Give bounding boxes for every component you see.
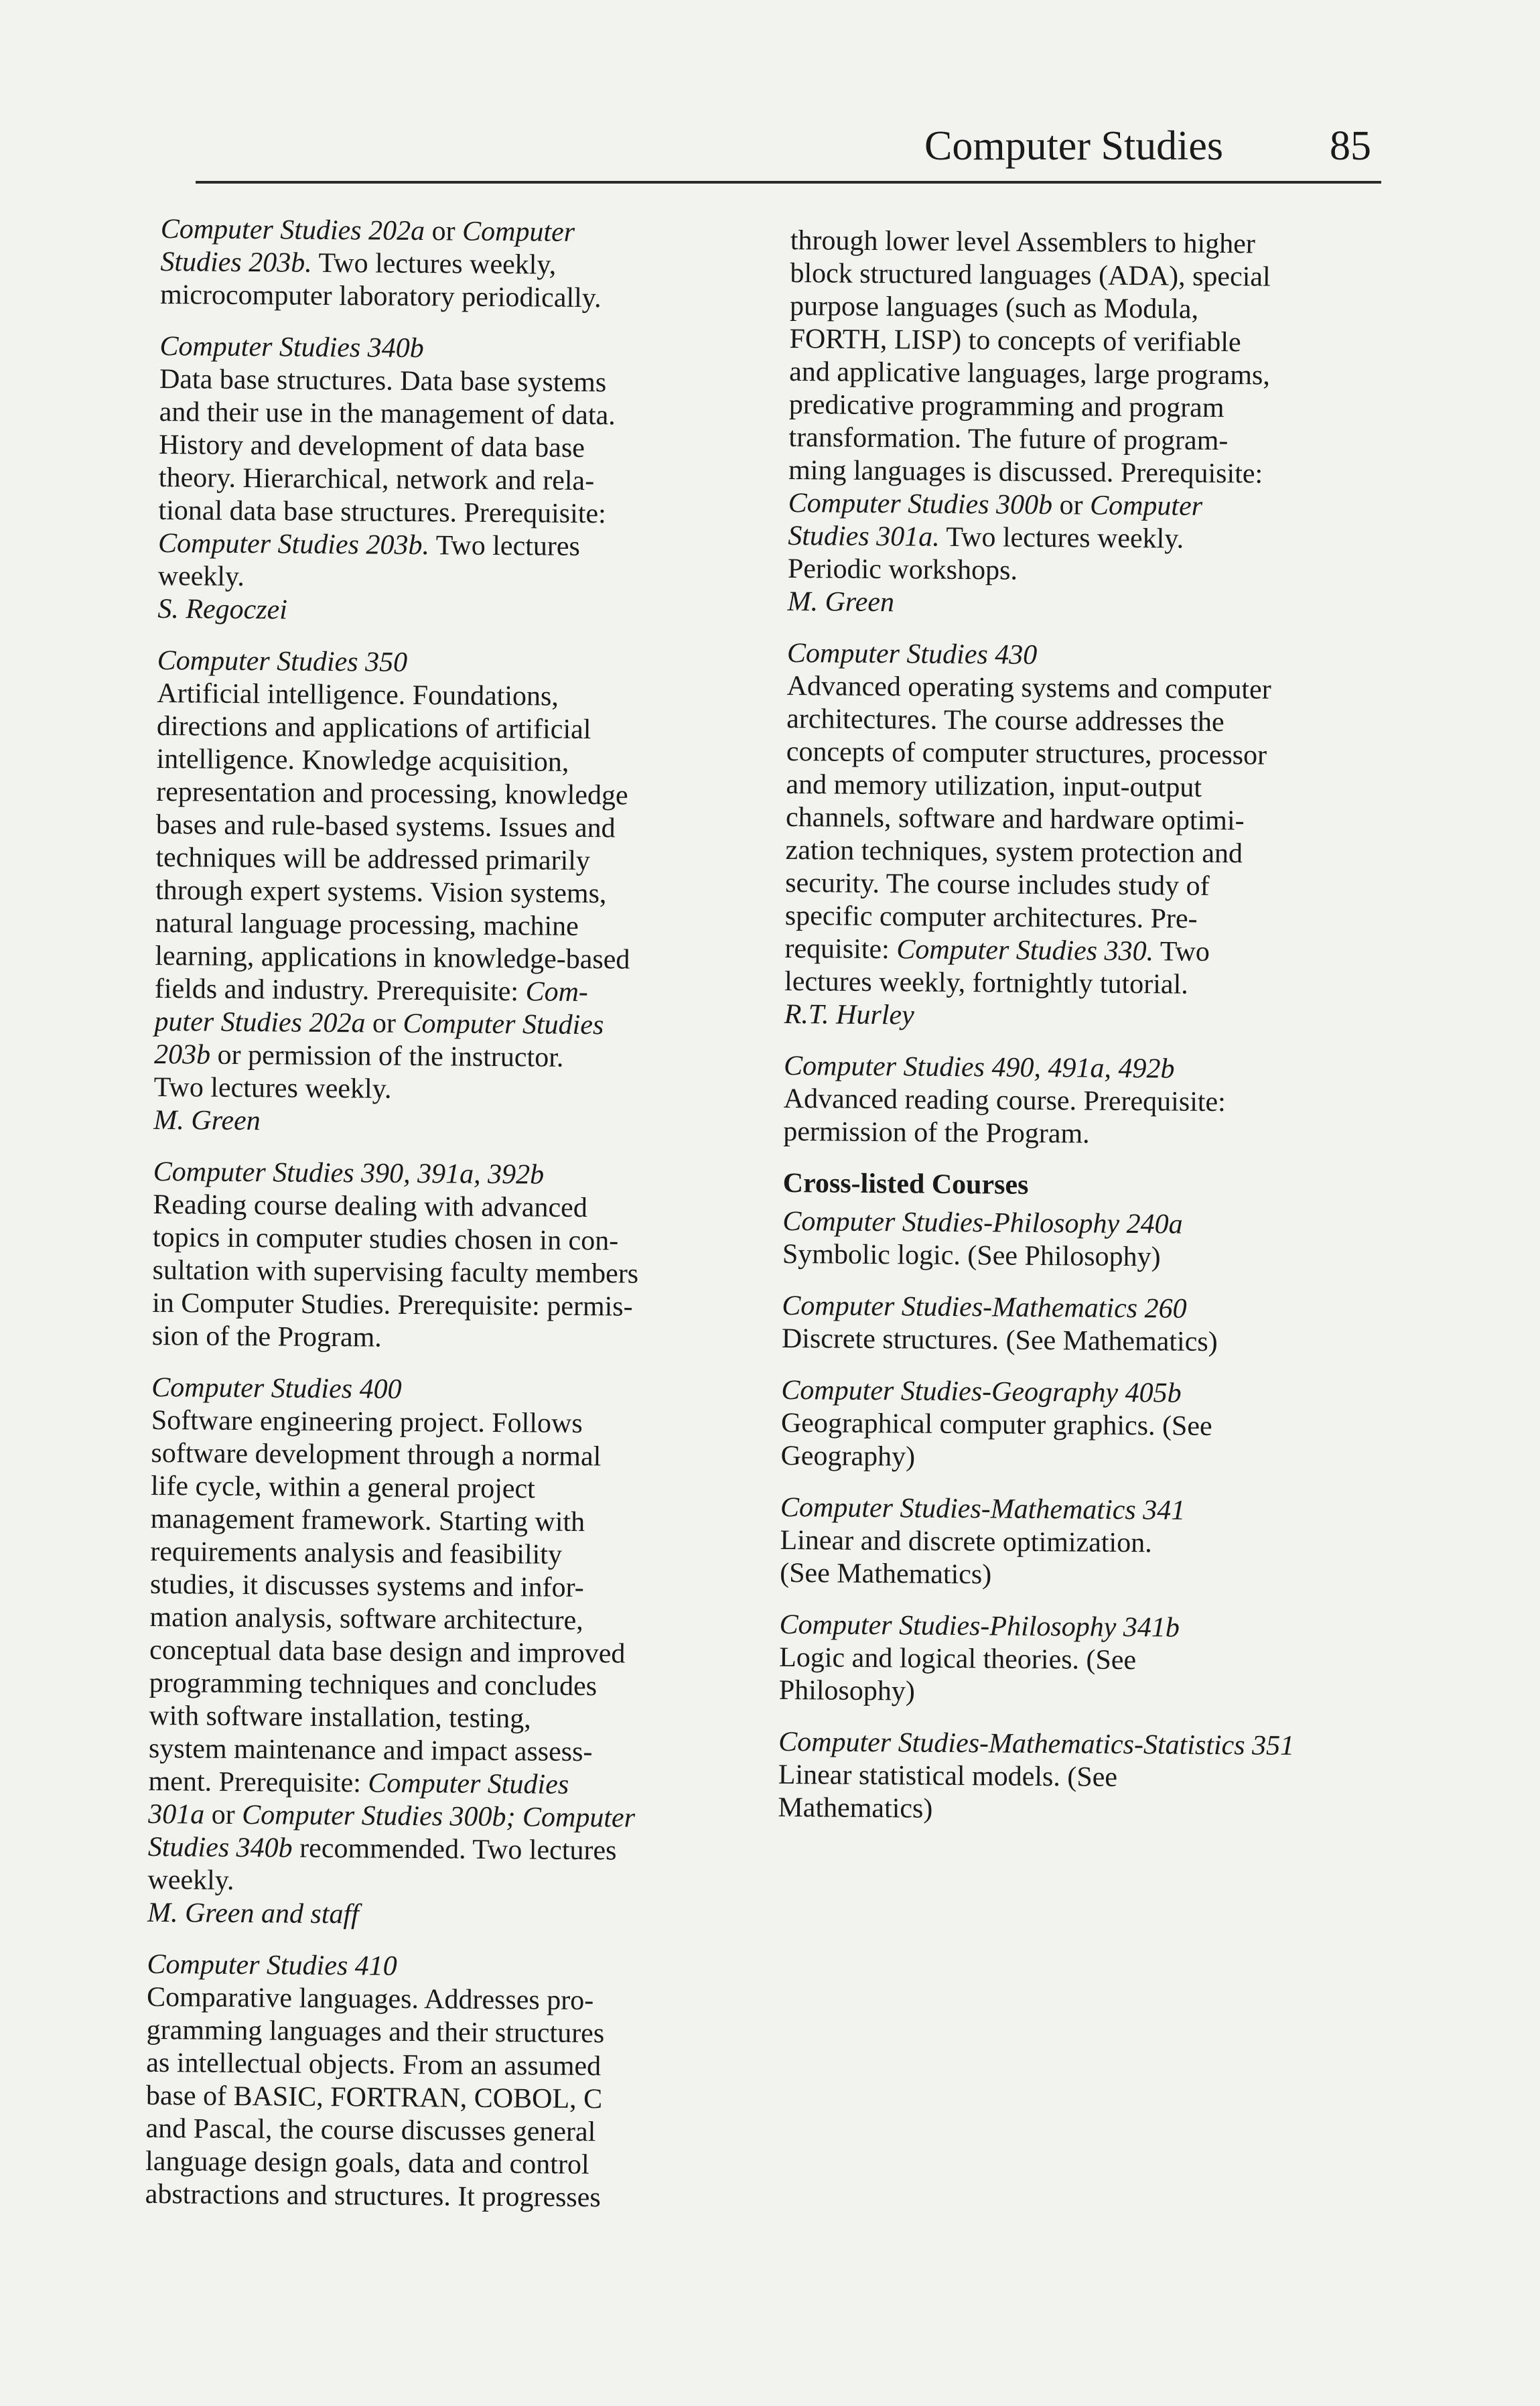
text: sion of the Program.: [151, 1320, 382, 1353]
description-line: [161, 213, 750, 251]
description-line: [159, 363, 749, 401]
description-line: [155, 907, 744, 945]
course-entry: [145, 1948, 737, 2216]
text: through expert systems. Vision systems,: [155, 874, 607, 910]
description-line: [786, 670, 1376, 708]
description-line: [160, 279, 750, 316]
text: and Pascal, the course discusses general: [145, 2113, 596, 2148]
italic-text: Com-: [525, 976, 589, 1008]
description-line: [788, 520, 1377, 557]
text: Artificial intelligence. Foundations,: [157, 677, 559, 712]
text: block structured languages (ADA), special: [790, 257, 1271, 293]
text: and applicative languages, large programs,: [789, 356, 1271, 391]
right-column-entries: [783, 224, 1380, 1153]
text: or: [204, 1799, 242, 1831]
text: life cycle, within a general project: [150, 1470, 535, 1505]
description-line: [790, 290, 1379, 328]
description-line: [788, 454, 1378, 492]
description-line: [158, 494, 748, 532]
italic-text: puter Studies 202a: [154, 1006, 366, 1039]
course-title: Computer Studies 350: [157, 645, 408, 678]
text: security. The course includes study of: [785, 867, 1210, 902]
description-line: [152, 1320, 742, 1357]
description-line: [788, 553, 1377, 590]
description-line: [149, 1601, 739, 1639]
description-line: [790, 224, 1380, 262]
cross-listed-description: [780, 1524, 1370, 1595]
text: natural language processing, machine: [155, 907, 579, 942]
text: through lower level Assemblers to higher: [790, 224, 1256, 260]
description-line: [786, 736, 1376, 773]
italic-text: Computer Studies 300b; Computer: [242, 1800, 636, 1834]
description-line: [784, 965, 1374, 1003]
text: ment. Prerequisite:: [148, 1765, 368, 1799]
italic-text: 301a: [148, 1798, 205, 1830]
text: language design goals, data and control: [145, 2145, 589, 2181]
course-entry: [157, 330, 749, 630]
course-instructor: M. Green: [787, 586, 895, 618]
course-title: Computer Studies 340b: [159, 330, 424, 364]
text: conceptual data base design and improved: [149, 1634, 626, 1670]
course-description: [145, 1981, 737, 2216]
text: architectures. The course addresses the: [786, 703, 1224, 738]
text: channels, software and hardware optimi-: [785, 801, 1245, 837]
italic-text: Computer Studies: [368, 1767, 569, 1800]
text: Periodic workshops.: [787, 553, 1018, 586]
description-line: [146, 2080, 736, 2117]
page-number: 85: [1330, 123, 1371, 169]
course-description: [154, 677, 747, 1109]
text: fields and industry. Prerequisite:: [154, 973, 526, 1008]
course-description: [783, 1083, 1373, 1153]
text: or: [424, 216, 463, 247]
description-line: [154, 1006, 744, 1043]
description-line: [159, 462, 748, 499]
italic-text: Studies 203b.: [160, 246, 312, 279]
description-line: [151, 1470, 740, 1508]
italic-text: Computer Studies 202a: [160, 213, 425, 247]
text: or: [1052, 490, 1091, 521]
description-line: Linear statistical models. (See: [778, 1759, 1118, 1793]
description-line: [149, 1700, 738, 1737]
text: abstractions and structures. It progresses: [145, 2178, 601, 2214]
description-line: [785, 867, 1375, 905]
text: Two lectures weekly,: [311, 247, 557, 281]
course-title: Computer Studies 430: [786, 637, 1038, 671]
description-line: [783, 1116, 1373, 1153]
course-title: Computer Studies 400: [151, 1372, 402, 1405]
course-entry: [160, 213, 750, 316]
description-line: [784, 933, 1374, 970]
italic-text: Computer Studies 330.: [896, 934, 1154, 967]
description-line: [148, 1798, 738, 1836]
text: mation analysis, software architecture,: [149, 1601, 583, 1637]
description-line: [152, 1287, 742, 1325]
description-line: [158, 527, 748, 565]
description-line: [156, 809, 746, 846]
description-line: [155, 874, 745, 912]
text: topics in computer studies chosen in con-: [152, 1221, 619, 1257]
text: techniques will be addressed primarily: [155, 842, 591, 877]
text: transformation. The future of program-: [788, 421, 1229, 457]
course-entry: [152, 1156, 743, 1357]
header-rule: [196, 181, 1381, 184]
text: microcomputer laboratory periodically.: [159, 279, 602, 314]
text: learning, applications in knowledge-based: [155, 940, 630, 976]
description-line: Mathematics): [778, 1792, 933, 1824]
cross-listed-title: Computer Studies-Mathematics-Statistics 351: [778, 1726, 1295, 1761]
text: Two lectures: [429, 530, 581, 562]
text: History and development of data base: [159, 429, 585, 464]
text: Advanced reading course. Prerequisite:: [783, 1083, 1227, 1118]
text: Comparative languages. Addresses pro-: [146, 1981, 594, 2017]
text: zation techniques, system protection and: [785, 834, 1243, 870]
description-line: [153, 1189, 742, 1226]
description-line: [160, 246, 750, 283]
description-line: [150, 1568, 740, 1606]
text: lectures weekly, fortnightly tutorial.: [784, 965, 1188, 1000]
cross-listed-heading: Cross-listed Courses: [782, 1167, 1029, 1201]
text: permission of the Program.: [783, 1116, 1090, 1150]
course-instructor: R.T. Hurley: [784, 998, 914, 1031]
description-line: [789, 356, 1379, 393]
description-line: [147, 2014, 736, 2052]
italic-text: Computer Studies: [403, 1008, 604, 1041]
course-instructor: M. Green: [153, 1104, 261, 1137]
description-line: [159, 396, 748, 433]
course-instructor: S. Regoczei: [157, 593, 288, 626]
description-line: Geographical computer graphics. (See: [780, 1407, 1212, 1442]
description-line: [145, 2113, 735, 2150]
description-line: [147, 1864, 737, 1901]
description-line: Philosophy): [778, 1674, 916, 1707]
description-line: [146, 2047, 736, 2084]
cross-listed-title: Computer Studies-Philosophy 341b: [779, 1609, 1180, 1644]
cross-listed-title: Computer Studies-Mathematics 260: [782, 1290, 1187, 1325]
text: and memory utilization, input-output: [786, 768, 1202, 803]
description-line: [150, 1503, 740, 1540]
text: FORTH, LISP) to concepts of verifiable: [789, 323, 1241, 358]
cross-listed-title: Computer Studies-Philosophy 240a: [782, 1205, 1183, 1240]
italic-text: Computer: [462, 216, 575, 248]
description-line: Linear and discrete optimization.: [780, 1524, 1152, 1559]
cross-listed-description: [782, 1238, 1372, 1276]
description-line: [145, 2145, 735, 2183]
description-line: Geography): [780, 1440, 916, 1473]
description-line: [149, 1634, 739, 1672]
description-line: [155, 842, 745, 879]
text: Data base structures. Data base systems: [159, 363, 607, 399]
description-line: [154, 1071, 744, 1109]
text: Two lectures weekly.: [939, 521, 1184, 555]
description-line: [157, 710, 746, 748]
description-line: [150, 1536, 740, 1573]
course-description: [788, 224, 1380, 590]
cross-listed-item: [782, 1205, 1373, 1276]
text: Reading course dealing with advanced: [153, 1189, 587, 1224]
description-line: [789, 389, 1379, 426]
description-line: [147, 1981, 736, 2019]
text: programming techniques and concludes: [149, 1667, 598, 1702]
italic-text: Computer Studies 203b.: [157, 527, 430, 561]
text: bases and rule-based systems. Issues and: [155, 809, 616, 844]
left-column: [145, 213, 750, 2234]
text: directions and applications of artificial: [156, 710, 591, 746]
text: with software installation, testing,: [149, 1700, 531, 1735]
text: system maintenance and impact assess-: [148, 1733, 593, 1768]
cross-listed-item: [778, 1726, 1368, 1829]
text: gramming languages and their structures: [146, 2014, 605, 2050]
text: in Computer Studies. Prerequisite: permis-: [152, 1287, 633, 1323]
course-description: [160, 213, 750, 316]
text: ming languages is discussed. Prerequisite:: [788, 454, 1263, 490]
course-entry: [787, 224, 1380, 623]
description-line: [786, 801, 1375, 839]
text: software development through a normal: [151, 1437, 602, 1473]
description-line: (See Mathematics): [780, 1557, 992, 1591]
description-line: [786, 703, 1376, 740]
text: Two: [1153, 936, 1210, 967]
text: sultation with supervising faculty members: [152, 1254, 639, 1290]
course-entry: [153, 645, 747, 1142]
text: representation and processing, knowledge: [156, 776, 628, 811]
cross-listed-item: [779, 1609, 1369, 1712]
cross-listed-title: Computer Studies-Mathematics 341: [780, 1491, 1186, 1526]
text: studies, it discusses systems and infor-: [149, 1568, 584, 1604]
text: or: [365, 1008, 403, 1039]
cross-listed-item: [780, 1491, 1370, 1595]
text: theory. Hierarchical, network and rela-: [158, 462, 595, 497]
running-header-title: Computer Studies: [924, 123, 1224, 169]
text: concepts of computer structures, processor: [786, 736, 1267, 771]
text: specific computer architectures. Pre-: [784, 900, 1198, 935]
description-line: [159, 429, 748, 466]
text: management framework. Starting with: [150, 1503, 585, 1538]
course-description: [784, 670, 1377, 1003]
cross-listed-title: Computer Studies-Geography 405b: [781, 1374, 1182, 1409]
cross-listed-item: [782, 1290, 1372, 1360]
description-line: [789, 323, 1379, 360]
text: base of BASIC, FORTRAN, COBOL, C: [145, 2080, 603, 2115]
course-description: [152, 1189, 743, 1357]
text: Software engineering project. Follows: [151, 1404, 583, 1440]
description-line: [149, 1733, 738, 1770]
description-line: [786, 768, 1375, 806]
description-line: [154, 1039, 744, 1076]
course-title: Computer Studies 490, 491a, 492b: [783, 1050, 1175, 1085]
description-line: [157, 677, 746, 715]
text: Two lectures weekly.: [153, 1071, 392, 1105]
description-line: [149, 1667, 739, 1705]
description-line: [788, 421, 1378, 459]
italic-text: Computer Studies 300b: [788, 487, 1053, 521]
course-description: [147, 1404, 741, 1901]
description-line: [790, 257, 1379, 295]
italic-text: 203b: [153, 1039, 211, 1071]
description-line: Symbolic logic. (See Philosophy): [782, 1238, 1161, 1273]
cross-listed-item: [780, 1374, 1371, 1477]
text: recommended. Two lectures: [292, 1832, 617, 1867]
text: weekly.: [147, 1864, 234, 1896]
italic-text: Studies 340b: [147, 1831, 293, 1864]
cross-listed-description: [778, 1759, 1368, 1829]
text: Advanced operating systems and computer: [786, 670, 1271, 706]
description-line: [784, 1083, 1373, 1120]
description-line: [156, 776, 746, 813]
italic-text: Computer: [1089, 490, 1203, 522]
description-line: [155, 940, 744, 978]
description-line: [145, 2178, 735, 2216]
course-instructor: M. Green and staff: [147, 1897, 359, 1930]
cross-listed-description: [779, 1642, 1369, 1712]
description-line: [152, 1254, 742, 1292]
course-description: [158, 363, 750, 598]
italic-text: Studies 301a.: [788, 520, 940, 553]
description-line: Logic and logical theories. (See: [779, 1642, 1137, 1676]
course-entry: [784, 637, 1377, 1036]
course-entry: [147, 1372, 742, 1934]
course-title: Computer Studies 410: [147, 1948, 397, 1982]
cross-listed-list: [778, 1205, 1372, 1829]
description-line: [151, 1437, 740, 1475]
description-line: [153, 1221, 742, 1259]
description-line: Discrete structures. (See Mathematics): [781, 1323, 1218, 1358]
description-line: [148, 1765, 738, 1803]
description-line: [155, 973, 744, 1010]
text: purpose languages (such as Modula,: [789, 290, 1199, 325]
text: predicative programming and program: [788, 389, 1224, 424]
text: and their use in the management of data.: [159, 396, 616, 431]
description-line: [785, 834, 1375, 872]
text: or permission of the instructor.: [210, 1039, 564, 1073]
text: tional data base structures. Prerequisite:: [158, 494, 606, 530]
text: weekly.: [157, 560, 244, 592]
description-line: [156, 743, 746, 781]
course-title: Computer Studies 390, 391a, 392b: [153, 1156, 545, 1191]
text: intelligence. Knowledge acquisition,: [156, 743, 569, 778]
text: as intellectual objects. From an assumed: [146, 2047, 602, 2082]
cross-listed-description: [782, 1323, 1371, 1360]
text: requirements analysis and feasibility: [150, 1536, 563, 1570]
description-line: [788, 487, 1378, 525]
description-line: [158, 560, 748, 598]
description-line: [151, 1404, 741, 1442]
text: requisite:: [784, 933, 897, 965]
right-column: [778, 224, 1380, 1848]
description-line: [785, 900, 1375, 937]
course-entry: [783, 1050, 1373, 1153]
cross-listed-description: [780, 1407, 1371, 1477]
description-line: [148, 1831, 738, 1869]
